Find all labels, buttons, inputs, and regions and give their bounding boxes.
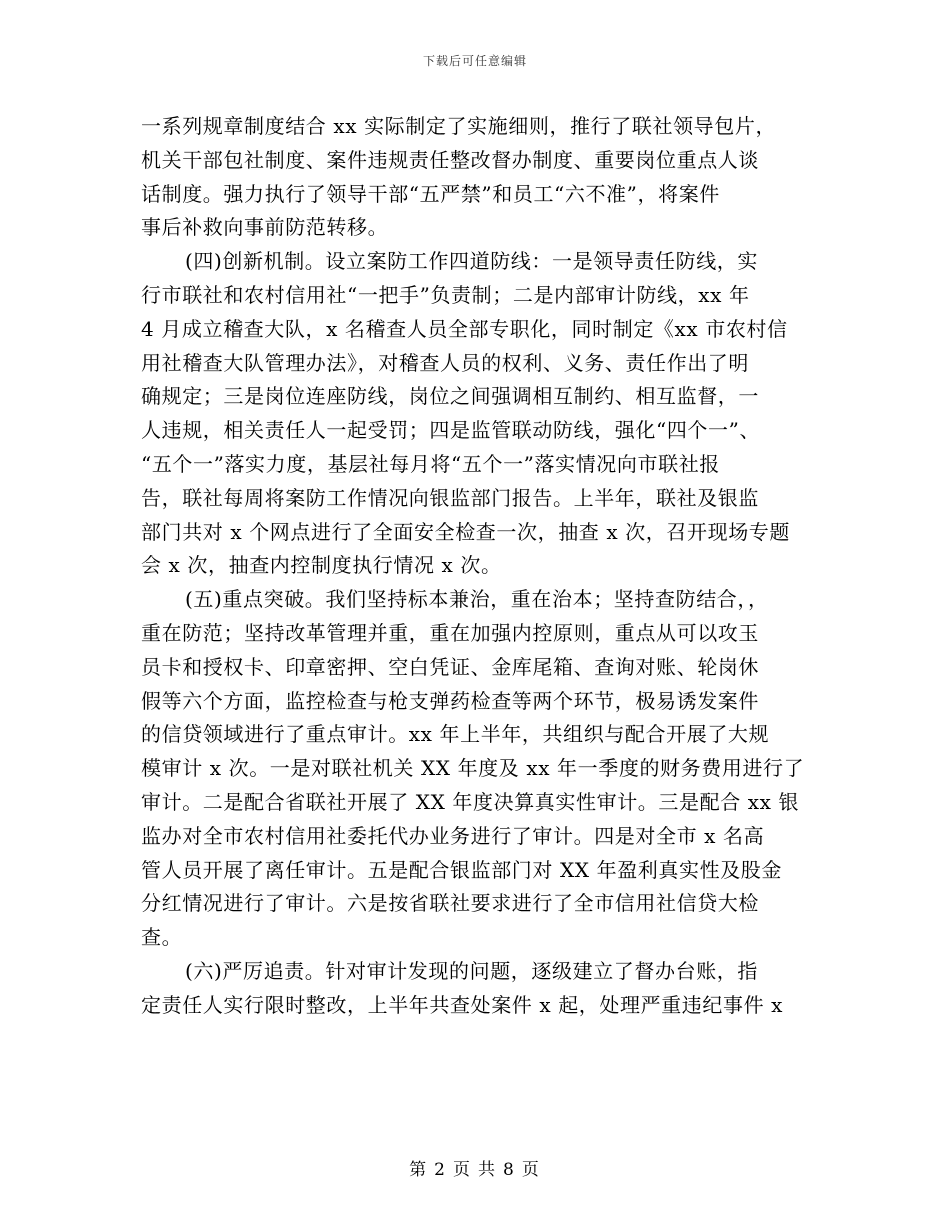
text-line: 事后补救向事前防范转移。 bbox=[141, 215, 389, 240]
text-line: 行市联社和农村信用社“一把手”负责制；二是内部审计防线，xx 年 bbox=[141, 282, 750, 307]
text-line: 管人员开展了离任审计。五是配合银监部门对 XX 年盈利真实性及股金 bbox=[141, 857, 782, 882]
text-line: 部门共对 x 个网点进行了全面安全检查一次，抽查 x 次，召开现场专题 bbox=[141, 519, 790, 544]
text-line: 用社稽查大队管理办法》，对稽查人员的权利、义务、责任作出了明 bbox=[141, 350, 749, 375]
text-line: 审计。二是配合省联社开展了 XX 年度决算真实性审计。三是配合 xx 银 bbox=[141, 789, 800, 814]
text-line: 假等六个方面，监控检查与枪支弹药检查等两个环节，极易诱发案件 bbox=[141, 688, 759, 713]
page-header-note: 下载后可任意编辑 bbox=[422, 54, 527, 68]
text-line: 人违规，相关责任人一起受罚；四是监管联动防线，强化“四个一”、 bbox=[141, 418, 761, 443]
paragraph-start-line: (五)重点突破。我们坚持标本兼治，重在治本；坚持查防结合，， bbox=[185, 587, 769, 612]
text-line: 话制度。强力执行了领导干部“五严禁”和员工“六不准”，将案件 bbox=[141, 181, 720, 206]
text-line: 监办对全市农村信用社委托代办业务进行了审计。四是对全市 x 名高 bbox=[141, 823, 765, 848]
text-line: 会 x 次，抽查内控制度执行情况 x 次。 bbox=[141, 553, 502, 578]
page-footer bbox=[0, 1155, 950, 1180]
footer-total-word: 共 bbox=[478, 1160, 497, 1180]
document-body bbox=[141, 110, 813, 1023]
text-line: 机关干部包社制度、案件违规责任整改督办制度、重要岗位重点人谈 bbox=[141, 147, 759, 172]
text-line: 查。 bbox=[141, 925, 183, 950]
footer-page-word: 页 bbox=[453, 1160, 472, 1180]
text-line: 分红情况进行了审计。六是按省联社要求进行了全市信用社信贷大检 bbox=[141, 891, 759, 916]
text-line: 一系列规章制度结合 xx 实际制定了实施细则，推行了联社领导包片， bbox=[141, 114, 777, 138]
text-line: 模审计 x 次。一是对联社机关 XX 年度及 xx 年一季度的财务费用进行了 bbox=[141, 756, 805, 781]
text-line: 告，联社每周将案防工作情况向银监部门报告。上半年，联社及银监 bbox=[141, 485, 759, 510]
text-line: 员卡和授权卡、印章密押、空白凭证、金库尾箱、查询对账、轮岗休 bbox=[141, 654, 759, 679]
footer-prefix: 第 bbox=[409, 1160, 429, 1180]
text-line: 的信贷领域进行了重点审计。xx 年上半年，共组织与配合开展了大规 bbox=[141, 722, 770, 747]
text-line: 重在防范；坚持改革管理并重，重在加强内控原则，重点从可以攻玉 bbox=[141, 620, 759, 645]
paragraph-start-line: (四)创新机制。设立案防工作四道防线：一是领导责任防线，实 bbox=[185, 249, 759, 274]
text-line: 定责任人实行限时整改，上半年共查处案件 x 起，处理严重违纪事件 x bbox=[141, 992, 784, 1017]
text-line: 4 月成立稽查大队，x 名稽查人员全部专职化，同时制定《xx 市农村信 bbox=[141, 316, 788, 341]
footer-suffix: 页 bbox=[521, 1160, 541, 1180]
page-number: 2 bbox=[434, 1160, 447, 1180]
total-pages: 8 bbox=[503, 1160, 516, 1180]
text-line: 确规定；三是岗位连座防线，岗位之间强调相互制约、相互监督，一 bbox=[141, 384, 759, 409]
paragraph-start-line: (六)严厉追责。针对审计发现的问题，逐级建立了督办台账，指 bbox=[185, 958, 759, 983]
text-line: “五个一”落实力度，基层社每月将“五个一”落实情况向市联社报 bbox=[141, 451, 720, 476]
